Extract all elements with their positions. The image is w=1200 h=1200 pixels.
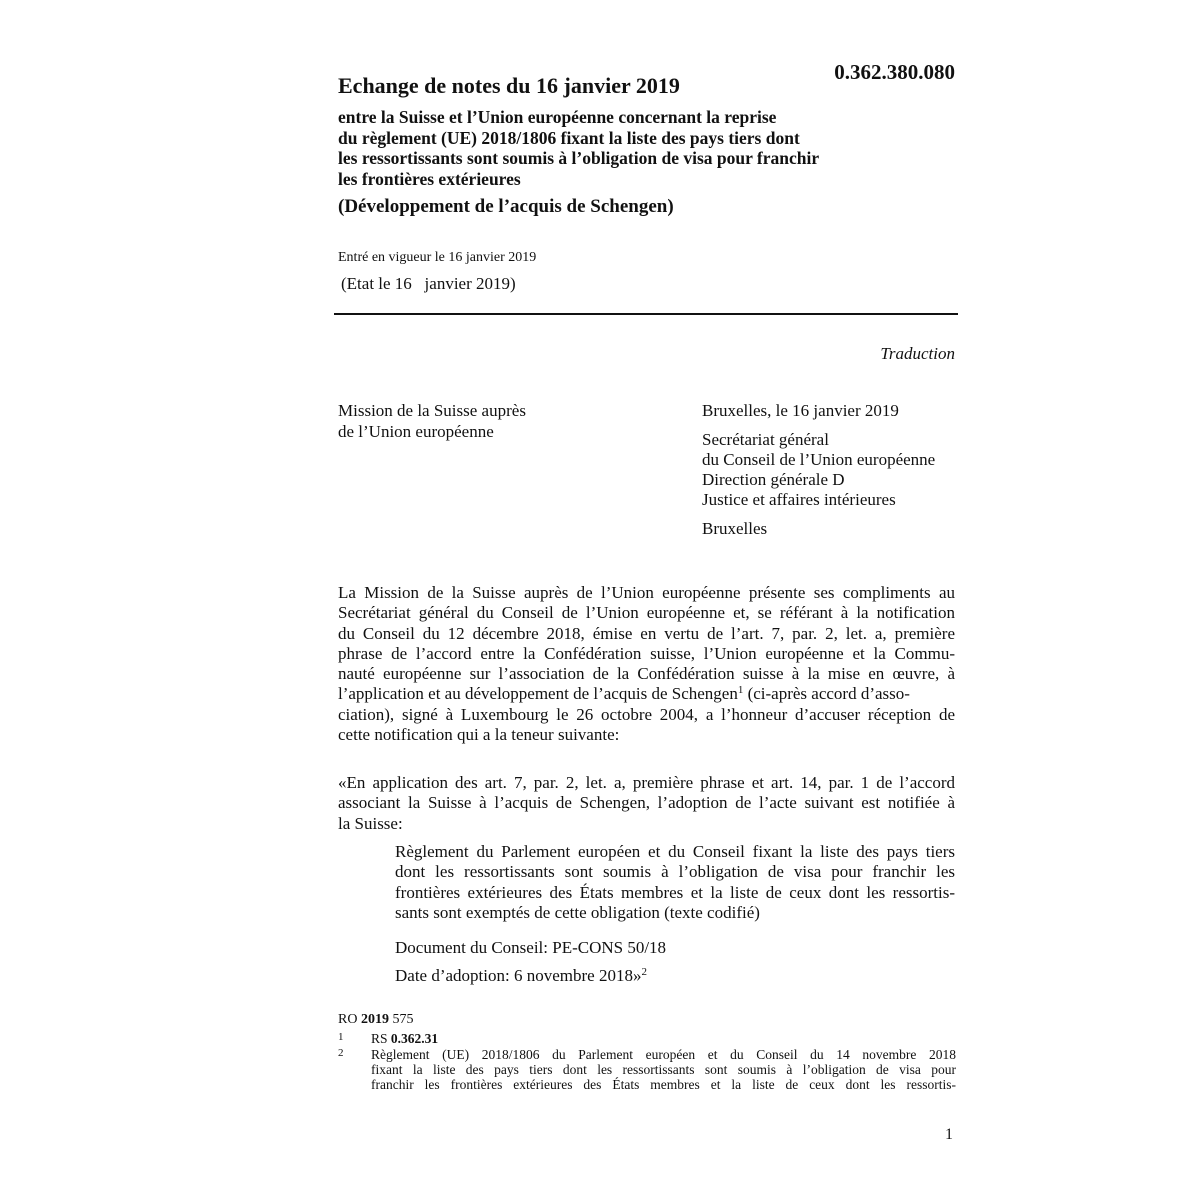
translation-label: Traduction xyxy=(880,344,955,363)
body-line: nauté européenne sur l’association de la Confédération suisse à la mise en œuvre, à xyxy=(338,664,955,684)
entry-into-force: Entré en vigueur le 16 janvier 2019 xyxy=(338,250,537,265)
schengen-development-label: (Développement de l’acquis de Schengen) xyxy=(338,196,674,217)
subtitle-line: du règlement (UE) 2018/1806 fixant la liste des pays tiers dont xyxy=(338,127,800,148)
body-paragraph-1 xyxy=(338,583,955,745)
body-line: associant la Suisse à l’acquis de Schengen, l’adoption de l’acte suivant est notifiée à xyxy=(338,793,955,813)
body-line: La Mission de la Suisse auprès de l’Union européenne présente ses compliments au xyxy=(338,583,955,602)
quote-line: Règlement du Parlement européen et du Conseil fixant la liste des pays tiers xyxy=(395,842,955,861)
sender-block xyxy=(338,401,526,442)
header-divider xyxy=(334,313,958,315)
document-number: 0.362.380.080 xyxy=(834,60,955,84)
subtitle-line: les ressortissants sont soumis à l’obligation de visa pour franchir xyxy=(338,148,820,168)
ro-year: 2019 xyxy=(360,1012,389,1027)
footnote-line: Règlement (UE) 2018/1806 du Parlement européen et du Conseil du 14 novembre 2018 xyxy=(371,1047,956,1062)
body-line: phrase de l’accord entre la Confédération suisse, l’Union européenne et la Commu- xyxy=(338,643,955,663)
document-title: Echange de notes du 16 janvier 2019 xyxy=(338,73,680,98)
subtitle-line: entre la Suisse et l’Union européenne concernant la reprise xyxy=(338,107,777,127)
quote-line: sants sont exemptés de cette obligation (texte codifié) xyxy=(395,902,760,922)
body-line: Secrétariat général du Conseil de l’Union européenne et, se référant à la notification xyxy=(338,603,955,623)
page-number: 1 xyxy=(945,1126,953,1143)
body-line-text: l’application et au développement de l’acquis de Schengen xyxy=(338,684,738,704)
recipient-line: Direction générale D xyxy=(702,470,845,489)
place-date: Bruxelles, le 16 janvier 2019 xyxy=(702,401,899,420)
recipient-line: Secrétariat général xyxy=(702,430,829,449)
footnote-line: fixant la liste des pays tiers dont les ressortissants sont soumis à l’obligation de visa pour xyxy=(371,1062,956,1077)
quoted-regulation xyxy=(395,842,955,923)
footnote-ref-1[interactable]: 1 xyxy=(737,684,744,697)
document-subtitle xyxy=(338,107,938,189)
body-line: cette notification qui a la teneur suivante: xyxy=(338,725,620,745)
ro-reference xyxy=(338,1012,413,1028)
body-paragraph-2 xyxy=(338,773,955,834)
body-line: du Conseil du 12 décembre 2018, émise en vertu de l’art. 7, par. 2, let. a, première xyxy=(338,623,955,643)
footnote-2 xyxy=(371,1047,956,1092)
adoption-date xyxy=(395,966,647,986)
body-line: la Suisse: xyxy=(338,813,403,833)
footnote-ref-2[interactable]: 2 xyxy=(641,966,647,978)
quote-line: frontières extérieures des États membres et la liste de ceux dont les ressortis- xyxy=(395,882,955,902)
body-line: ciation), signé à Luxembourg le 26 octobre 2004, a l’honneur d’accuser réception de xyxy=(338,704,955,724)
ro-prefix: RO xyxy=(338,1012,358,1027)
body-line-text: (ci-après accord d’asso- xyxy=(747,684,910,704)
footnote-1-number: 1 xyxy=(338,1031,344,1043)
subtitle-line: les frontières extérieures xyxy=(338,168,521,189)
footnote-1-ref[interactable]: 0.362.31 xyxy=(390,1031,439,1046)
sender-line: de l’Union européenne xyxy=(338,421,494,441)
recipient-city: Bruxelles xyxy=(702,519,768,538)
sender-line: Mission de la Suisse auprès xyxy=(338,401,526,420)
recipient-block xyxy=(702,430,935,510)
footnote-line: franchir les frontières extérieures des États membres et la liste de ceux dont les ressortis- xyxy=(371,1077,956,1092)
adoption-date-text: Date d’adoption: 6 novembre 2018» xyxy=(395,966,642,985)
state-date: (Etat le 16 janvier 2019) xyxy=(341,274,516,293)
recipient-line: Justice et affaires intérieures xyxy=(702,490,896,509)
body-line: «En application des art. 7, par. 2, let. a, première phrase et art. 14, par. 1 de l’accord xyxy=(338,773,955,792)
footnote-1 xyxy=(371,1031,438,1046)
footnote-1-prefix: RS xyxy=(371,1031,388,1046)
council-document-ref: Document du Conseil: PE-CONS 50/18 xyxy=(395,938,667,957)
body-line-with-footnote xyxy=(338,684,955,704)
footnote-2-number: 2 xyxy=(338,1047,344,1059)
quote-line: dont les ressortissants sont soumis à l’obligation de visa pour franchir les xyxy=(395,862,955,882)
recipient-line: du Conseil de l’Union européenne xyxy=(702,450,936,469)
ro-page: 575 xyxy=(392,1012,414,1027)
